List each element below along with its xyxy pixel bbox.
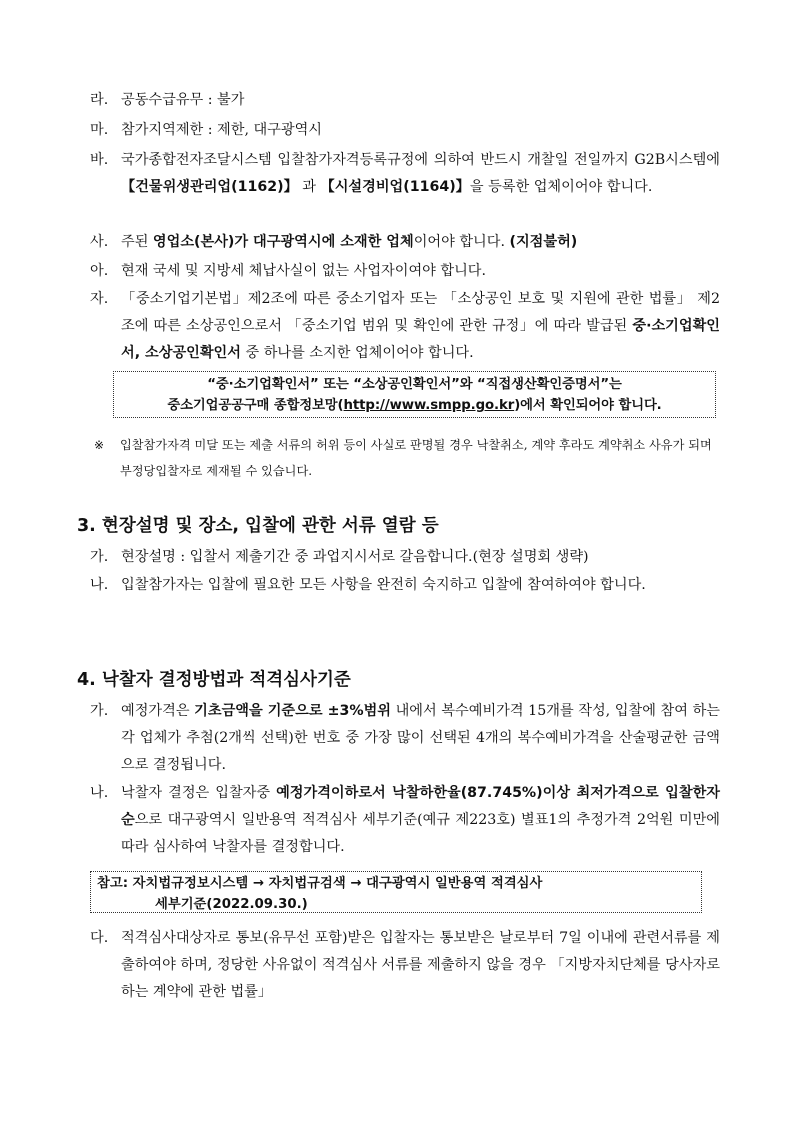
notice-line-1: “중·소기업확인서” 또는 “소상공인확인서”와 “직접생산확인증명서”는: [207, 377, 622, 392]
item-text: [121, 780, 720, 861]
item-text: 공동수급유무 : 불가: [121, 92, 245, 108]
item-marker: 자.: [90, 291, 109, 307]
text-run: 과: [297, 179, 321, 195]
section-4-item-ga: [90, 698, 720, 779]
bold-run: 영업소(본사)가 대구광역시에 소재한 업체: [152, 234, 414, 250]
text-run: 낙찰자 결정은 입찰자중: [121, 785, 277, 801]
notice-line-2: [122, 395, 707, 416]
note-marker: ※: [94, 438, 105, 452]
item-a: [90, 258, 720, 285]
bold-run: (지점불허): [509, 234, 578, 250]
item-marker: 아.: [90, 263, 109, 279]
text-run: 으로 대구광역시 일반용역 적격심사 세부기준(예규 제223호) 별표1의 추정가격 2억원 미만에 따라 심사하여 낙찰자를 결정합니다.: [121, 812, 720, 855]
section-4-item-na: [90, 780, 720, 861]
item-text: 현장설명 : 입찰서 제출기간 중 과업지시서로 갈음합니다.(현장 설명회 생략): [121, 549, 589, 565]
item-sa: [90, 229, 720, 256]
item-text: 적격심사대상자로 통보(유무선 포함)받은 입찰자는 통보받은 날로부터 7일 이내에 관련서류를 제출하여야 하며, 정당한 사유없이 적격심사 서류를 제출하지 않을 경우 「지방자치단체를 당사자로 하는 계약에 관한 법률」: [121, 930, 720, 1000]
text-run: 내에서 복수예비가격 15개를 작성, 입찰에 참여 하는 각 업체가 추첨(2개씩 선택)한 번호 중 가장 많이 선택된 4개의 복수예비가격을 산술평균한 금액으로 결정됩니다.: [121, 703, 720, 773]
bold-run: 기초금액을 기준으로 ±3%범위: [194, 703, 391, 719]
item-text: 입찰참가자는 입찰에 필요한 모든 사항을 완전히 숙지하고 입찰에 참여하여야 합니다.: [121, 577, 646, 593]
item-text: 참가지역제한 : 제한, 대구광역시: [121, 122, 322, 138]
item-text: 현재 국세 및 지방세 체납사실이 없는 사업자이여야 합니다.: [121, 263, 487, 279]
section-4-heading: 4. 낙찰자 결정방법과 적격심사기준: [77, 670, 351, 690]
section-3-item-na: [90, 572, 720, 599]
item-ra: [90, 87, 720, 114]
item-marker: 마.: [90, 122, 109, 138]
item-marker: 바.: [90, 152, 109, 168]
item-ba: [90, 147, 720, 201]
reference-box: [90, 871, 702, 913]
text-run: 중소기업공공구매 종합정보망(: [167, 398, 344, 413]
certificate-notice-box: [113, 371, 716, 418]
item-marker: 라.: [90, 92, 109, 108]
item-marker: 나.: [90, 577, 109, 593]
reference-line-2: 세부기준(2022.09.30.): [155, 897, 308, 912]
item-marker: 가.: [90, 549, 109, 565]
section-3-heading: 3. 현장설명 및 장소, 입찰에 관한 서류 열람 등: [77, 516, 439, 536]
text-run: 주된: [121, 234, 153, 250]
item-text: [121, 286, 720, 367]
section-3-item-ga: [90, 544, 720, 571]
text-run: 을 등록한 업체이어야 합니다.: [469, 179, 653, 195]
bold-run: 중·소기업확인서, 소상공인확인서: [121, 318, 720, 361]
bold-run: 【건물위생관리업(1162)】: [121, 179, 298, 195]
item-marker: 가.: [90, 703, 109, 719]
item-text: [121, 229, 720, 256]
disqualification-note: [94, 432, 724, 484]
item-text: [121, 147, 720, 201]
item-ma: [90, 117, 720, 144]
item-ja: [90, 286, 720, 367]
bold-run: 예정가격이하로서 낙찰하한율(87.745%)이상 최저가격으로 입찰한자 순: [121, 785, 720, 828]
text-run: 「중소기업기본법」제2조에 따른 중소기업자 또는 「소상공인 보호 및 지원에 관한 법률」 제2조에 따른 소상공인으로서 「중소기업 범위 및 확인에 관한 규정」에 따라 발급된: [121, 291, 720, 334]
section-4-item-da: [90, 925, 720, 1006]
text-run: 중 하나를 소지한 업체이어야 합니다.: [240, 345, 474, 361]
text-run: 이어야 합니다.: [413, 234, 510, 250]
text-run: 예정가격은: [121, 703, 195, 719]
reference-line-1: 참고: 자치법규정보시스템 → 자치법규검색 → 대구광역시 일반용역 적격심사: [97, 876, 543, 891]
item-marker: 나.: [90, 785, 109, 801]
bold-run: 【시설경비업(1164)】: [320, 179, 470, 195]
note-text: 입찰참가자격 미달 또는 제출 서류의 허위 등이 사실로 판명될 경우 낙찰취소, 계약 후라도 계약취소 사유가 되며 부정당입찰자로 제재될 수 있습니다.: [120, 438, 712, 478]
text-run: )에서 확인되어야 합니다.: [514, 398, 662, 413]
smpp-link[interactable]: http://www.smpp.go.kr: [343, 398, 515, 413]
text-run: 국가종합전자조달시스템 입찰참가자격등록규정에 의하여 반드시 개찰일 전일까지 G2B시스템에: [121, 152, 720, 168]
item-marker: 사.: [90, 234, 109, 250]
item-marker: 다.: [90, 930, 109, 946]
item-text: [121, 698, 720, 779]
